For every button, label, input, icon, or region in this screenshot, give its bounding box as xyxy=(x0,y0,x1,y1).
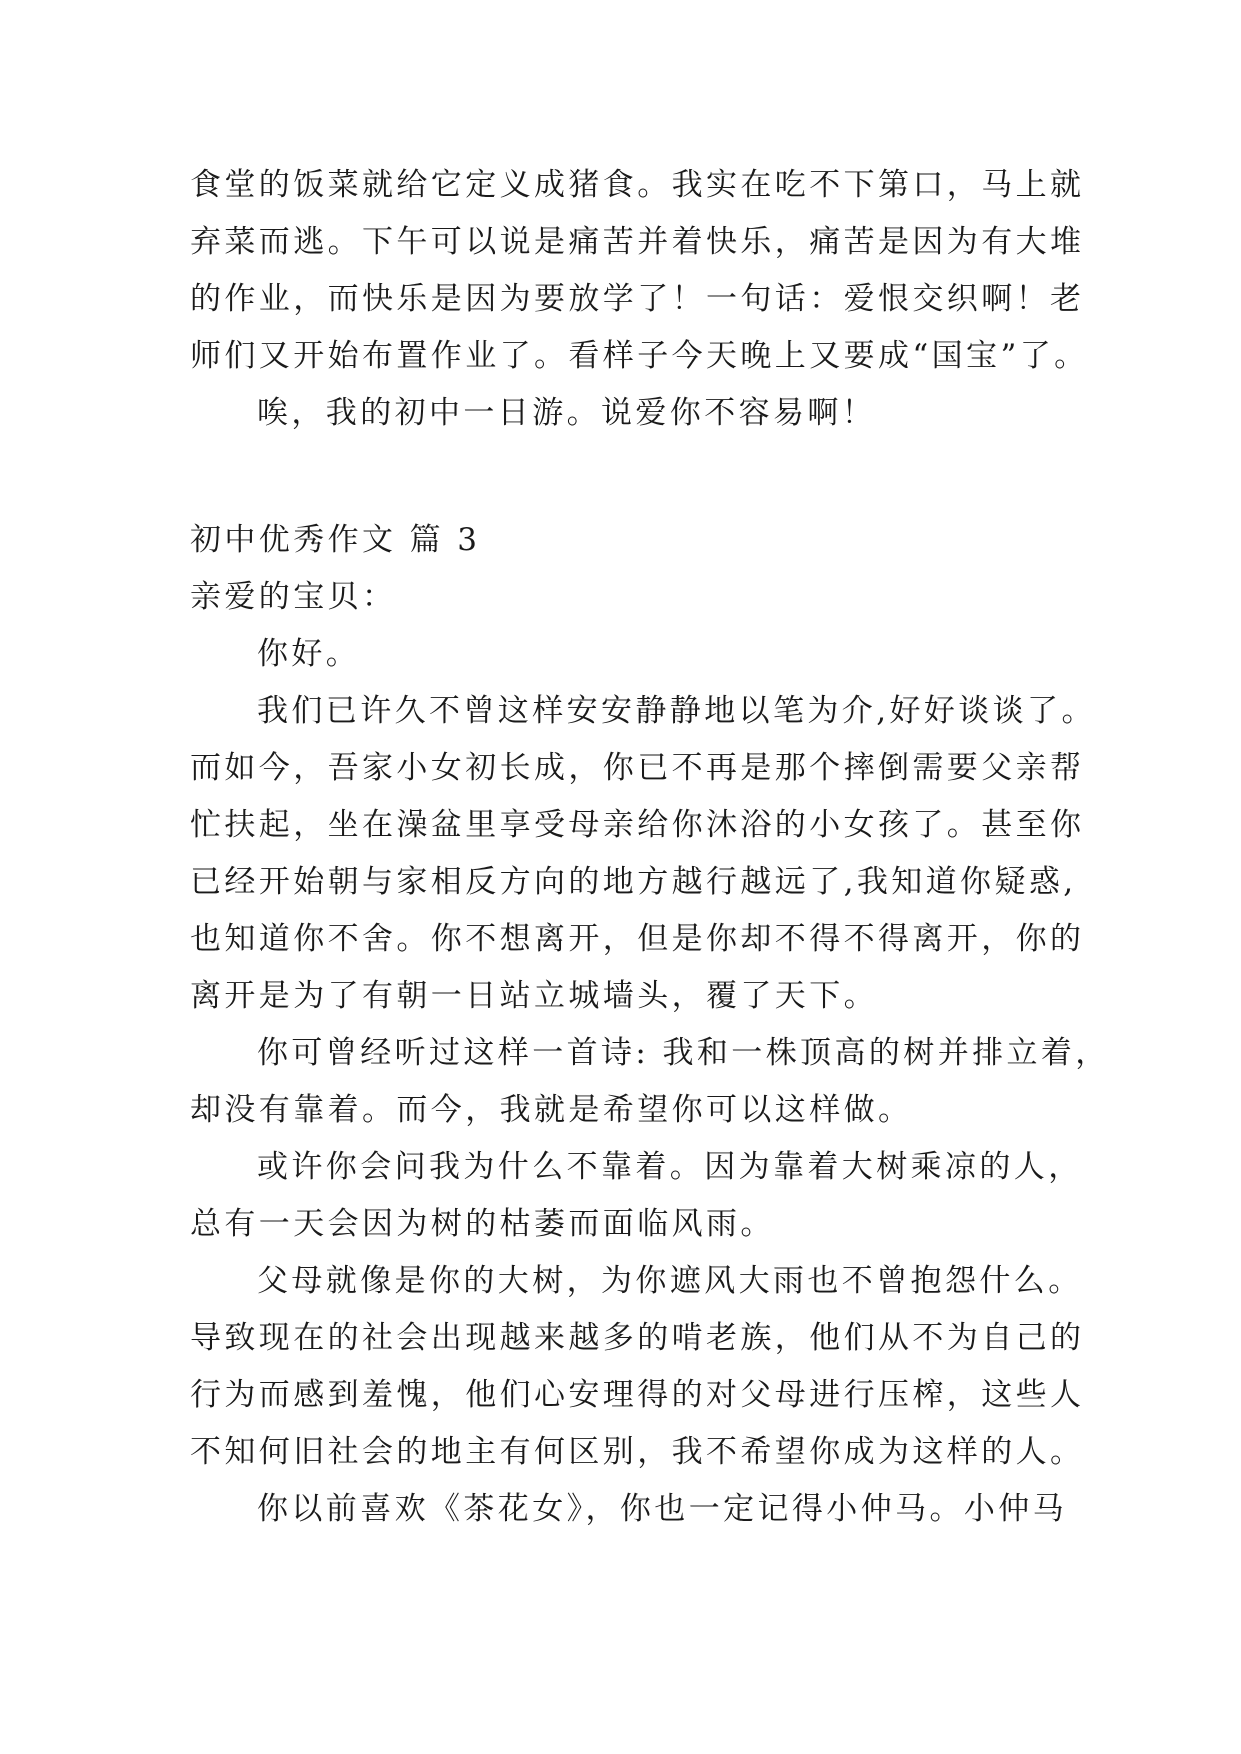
essay-3 xyxy=(190,512,1110,1538)
text-line: 的作业，而快乐是因为要放学了！一句话：爱恨交织啊！老 xyxy=(190,281,1085,317)
paragraph xyxy=(190,1139,1083,1253)
text-line: 却没有靠着。而今，我就是希望你可以这样做。 xyxy=(190,1092,913,1128)
previous-essay-ending xyxy=(190,157,1089,442)
text-line: 弃菜而逃。下午可以说是痛苦并着快乐，痛苦是因为有大堆 xyxy=(190,224,1085,260)
text-line: 总有一天会因为树的枯萎而面临风雨。 xyxy=(190,1206,775,1242)
greeting: 你好。 xyxy=(257,636,361,672)
paragraph xyxy=(190,1481,1070,1538)
salutation: 亲爱的宝贝： xyxy=(190,579,397,615)
text-line: 不知何旧社会的地主有何区别，我不希望你成为这样的人。 xyxy=(190,1434,1085,1470)
text-line: 也知道你不舍。你不想离开，但是你却不得不得离开，你的 xyxy=(190,921,1085,957)
essay-heading: 初中优秀作文 篇 3 xyxy=(190,522,481,558)
closing-line: 唉，我的初中一日游。说爱你不容易啊！ xyxy=(257,395,877,431)
text-line: 或许你会问我为什么不靠着。因为靠着大树乘凉的人， xyxy=(257,1149,1083,1185)
text-line: 你以前喜欢《茶花女》，你也一定记得小仲马。小仲马 xyxy=(257,1491,1068,1527)
text-line: 已经开始朝与家相反方向的地方越行越远了,我知道你疑惑, xyxy=(190,864,1077,900)
text-line: 忙扶起，坐在澡盆里享受母亲给你沐浴的小女孩了。甚至你 xyxy=(190,807,1085,843)
text-line: 导致现在的社会出现越来越多的啃老族，他们从不为自己的 xyxy=(190,1320,1085,1356)
text-line: 父母就像是你的大树，为你遮风大雨也不曾抱怨什么。 xyxy=(257,1263,1083,1299)
paragraph xyxy=(190,1253,1085,1481)
paragraph xyxy=(190,1025,1110,1139)
text-line: 离开是为了有朝一日站立城墙头，覆了天下。 xyxy=(190,978,878,1014)
text-line: 我们已许久不曾这样安安静静地以笔为介,好好谈谈了。 xyxy=(257,693,1096,729)
text-line: 你可曾经听过这样一首诗: 我和一株顶高的树并排立着， xyxy=(257,1035,1110,1071)
paragraph xyxy=(190,683,1096,1025)
text-line: 师们又开始布置作业了。看样子今天晚上又要成“国宝”了。 xyxy=(190,338,1089,374)
text-line: 行为而感到羞愧，他们心安理得的对父母进行压榨，这些人 xyxy=(190,1377,1085,1413)
text-line: 而如今，吾家小女初长成，你已不再是那个摔倒需要父亲帮 xyxy=(190,750,1085,786)
text-line: 食堂的饭菜就给它定义成猪食。我实在吃不下第口，马上就 xyxy=(190,167,1085,203)
